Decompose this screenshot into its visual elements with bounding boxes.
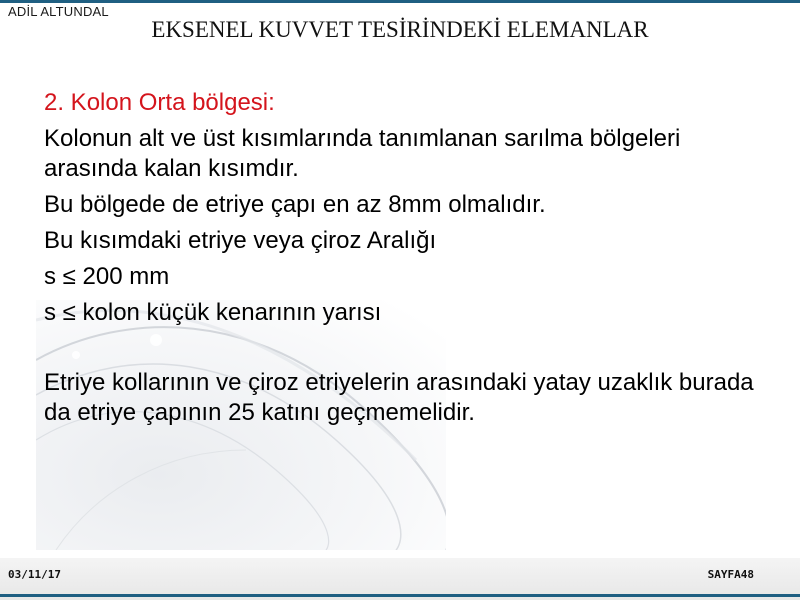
- body-line: s ≤ kolon küçük kenarının yarısı: [44, 299, 382, 326]
- body-line: Kolonun alt ve üst kısımlarında tanımlanan sarılma bölgeleri arasında kalan kısımdır.: [44, 125, 681, 182]
- footer-page-number: SAYFA48: [707, 568, 754, 581]
- body-line: Bu bölgede de etriye çapı en az 8mm olmalıdır.: [44, 191, 546, 218]
- footer-date: 03/11/17: [8, 568, 61, 581]
- body-line: Bu kısımdaki etriye veya çiroz Aralığı: [44, 227, 437, 254]
- top-rule: [0, 0, 800, 3]
- bottom-rule: [0, 594, 800, 597]
- slide-title: EKSENEL KUVVET TESİRİNDEKİ ELEMANLAR: [151, 17, 649, 42]
- spacer: [44, 334, 764, 368]
- author-label: ADİL ALTUNDAL: [8, 4, 109, 19]
- section-heading: 2. Kolon Orta bölgesi:: [44, 89, 275, 116]
- body-line: s ≤ 200 mm: [44, 263, 170, 290]
- body-note: Etriye kollarının ve çiroz etriyelerin arasındaki yatay uzaklık burada da etriye çapının 25 katını geçmemelidir.: [44, 369, 754, 426]
- slide-body: [44, 88, 764, 434]
